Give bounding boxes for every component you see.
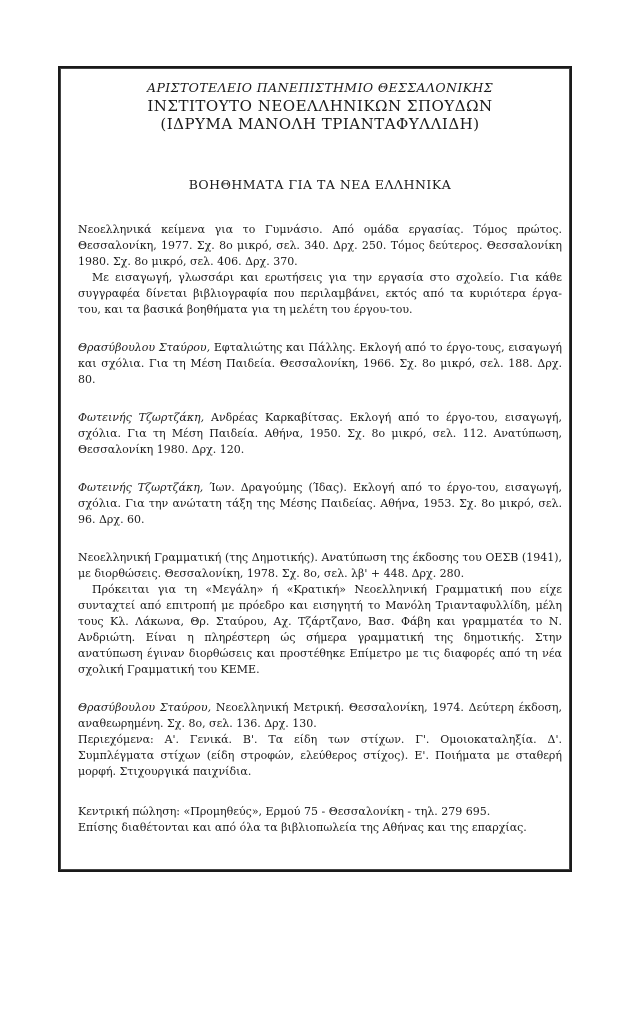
sales-footer (78, 804, 562, 836)
entry-note: Πρόκειται για τη «Μεγάλη» ή «Κρατική» Νεοελληνική Γραμματική που είχε συνταχτεί από επιτροπή με πρόεδρο και εισηγητή το Μανόλη Τριανταφυλλίδη, μέλη τους Κλ. Λάκωνα, Θρ. Σταύρου, Αχ. Τζάρτζανο, Βασ. Φάβη και γραμματέα το Ν. Ανδριώτη. Είναι η πληρέστερη ώς σήμερα γραμματική της δημοτικής. Στην ανατύπωση έγιναν διορθώσεις και προστέθηκε Επίμετρο με τις διαφορές από τη νέα σχολική Γραμματική του ΚΕΜΕ. (78, 583, 562, 676)
book-entry-grammar (78, 550, 562, 678)
entry-author: Φωτεινής Τζωρτζάκη, (78, 411, 205, 424)
book-entry-metrics (78, 700, 562, 780)
book-entry-texts (78, 222, 562, 318)
entry-text (78, 700, 562, 732)
university-name: ΑΡΙΣΤΟΤΕΛΕΙΟ ΠΑΝΕΠΙΣΤΗΜΙΟ ΘΕΣΣΑΛΟΝΙΚΗΣ (147, 80, 493, 95)
entry-author: Φωτεινής Τζωρτζάκη, (78, 481, 204, 494)
entry-text: Νεοελληνικά κείμενα για το Γυμνάσιο. Από ομάδα εργασίας. Τόμος πρώτος. Θεσσαλονίκη, 1977. Σχ. 8ο μικρό, σελ. 340. Δρχ. 250. Τόμος δεύτερος. Θεσσαλονίκη 1980. Σχ. 8ο μικρό, σελ. 406. Δρχ. 370. (78, 223, 562, 268)
document-content (78, 78, 562, 836)
entry-description: Νεοελληνική Μετρική. Θεσσαλονίκη, 1974. Δεύτερη έκδοση, αναθεωρημένη. Σχ. 8ο, σελ. 136. Δρχ. 130. (78, 701, 562, 730)
entry-author: Θρασύβουλου Σταύρου, (78, 701, 212, 714)
entry-note: Με εισαγωγή, γλωσσάρι και ερωτήσεις για την εργασία στο σχολείο. Για κάθε συγγραφέα δίνεται βιβλιογραφία που περιλαμβάνει, εκτός από τα κυριότερα έργα-του, και τα βασικά βοηθήματα για τη μελέτη του έργου-του. (78, 271, 562, 316)
entry-contents: Περιεχόμενα: Α'. Γενικά. Β'. Τα είδη των στίχων. Γ'. Ομοιοκαταληξία. Δ'. Συμπλέγματα στίχων (είδη στροφών, ελεύθερος στίχος). Ε'. Ποιήματα με σταθερή μορφή. Στιχουργικά παιχνίδια. (78, 733, 562, 778)
entry-description: Ίων. Δραγούμης (Ίδας). Εκλογή από το έργο-του, εισαγωγή, σχόλια. Για την ανώτατη τάξη της Μέσης Παιδείας. Αθήνα, 1953. Σχ. 8ο μικρό, σελ. 96. Δρχ. 60. (78, 481, 562, 526)
foundation-name: (ΙΔΡΥΜΑ ΜΑΝΟΛΗ ΤΡΙΑΝΤΑΦΥΛΛΙΔΗ) (160, 115, 480, 133)
central-sales: Κεντρική πώληση: «Προμηθεύς», Ερμού 75 - Θεσσαλονίκη - τηλ. 279 695. (78, 805, 491, 818)
page-title: ΒΟΗΘΗΜΑΤΑ ΓΙΑ ΤΑ ΝΕΑ ΕΛΛΗΝΙΚΑ (188, 177, 452, 192)
institute-name: ΙΝΣΤΙΤΟΥΤΟ ΝΕΟΕΛΛΗΝΙΚΩΝ ΣΠΟΥΔΩΝ (147, 97, 493, 115)
entry-text (78, 340, 562, 388)
entry-text (78, 480, 562, 528)
entry-text: Νεοελληνική Γραμματική (της Δημοτικής). Ανατύπωση της έκδοσης του ΟΕΣΒ (1941), με διορθώσεις. Θεσσαλονίκη, 1978. Σχ. 8ο, σελ. λβ' + 448. Δρχ. 280. (78, 551, 562, 580)
entry-text (78, 410, 562, 458)
entry-description: Ανδρέας Καρκαβίτσας. Εκλογή από το έργο-του, εισαγωγή, σχόλια. Για τη Μέση Παιδεία. Αθήνα, 1950. Σχ. 8ο μικρό, σελ. 112. Ανατύπωση, Θεσσαλονίκη 1980. Δρχ. 120. (78, 411, 562, 456)
entry-description: Εφταλιώτης και Πάλλης. Εκλογή από το έργο-τους, εισαγωγή και σχόλια. Για τη Μέση Παιδεία. Θεσσαλονίκη, 1966. Σχ. 8ο μικρό, σελ. 188. Δρχ. 80. (78, 341, 563, 386)
book-entry-karkavitsas (78, 410, 562, 458)
book-entry-eftaliotis (78, 340, 562, 388)
availability-note: Επίσης διαθέτονται και από όλα τα βιβλιοπωλεία της Αθήνας και της επαρχίας. (78, 821, 527, 834)
book-entry-dragoumis (78, 480, 562, 528)
entry-author: Θρασύβουλου Σταύρου, (78, 341, 211, 354)
